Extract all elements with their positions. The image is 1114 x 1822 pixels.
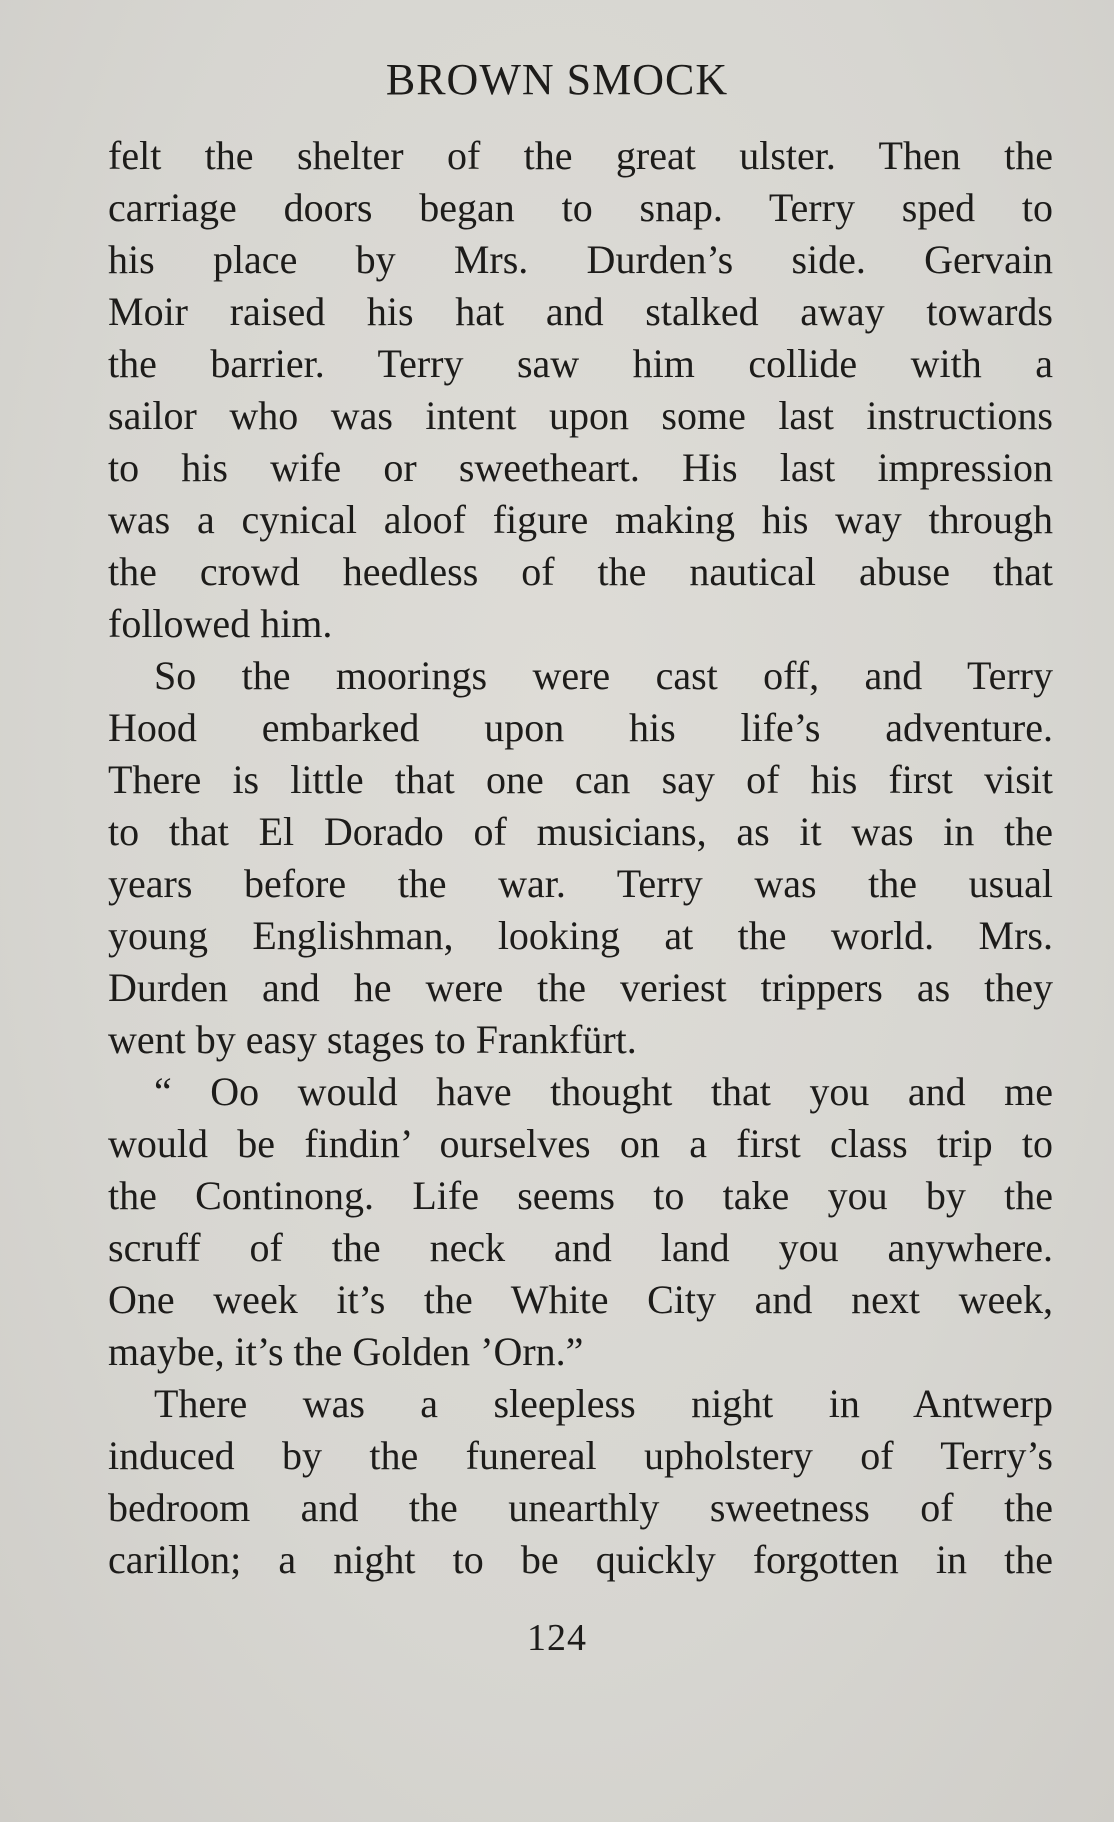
text-line: One week it’s the White City and next week,: [108, 1277, 1053, 1322]
text-line: the barrier. Terry saw him collide with a: [108, 341, 1053, 386]
text-line: induced by the funereal upholstery of Terry’s: [108, 1433, 1053, 1478]
text-line: scruff of the neck and land you anywhere.: [108, 1225, 1053, 1270]
text-line: carillon; a night to be quickly forgotten in the: [108, 1537, 1053, 1582]
text-line: sailor who was intent upon some last instructions: [108, 393, 1053, 438]
paragraph-first-line: There was a sleepless night in Antwerp: [154, 1381, 1053, 1426]
text-line: his place by Mrs. Durden’s side. Gervain: [108, 237, 1053, 282]
text-line: carriage doors began to snap. Terry sped to: [108, 185, 1053, 230]
text-line: followed him.: [108, 601, 333, 646]
text-line: years before the war. Terry was the usual: [108, 861, 1053, 906]
paragraph-first-line: “ Oo would have thought that you and me: [154, 1069, 1053, 1114]
text-line: Hood embarked upon his life’s adventure.: [108, 705, 1053, 750]
text-line: young Englishman, looking at the world. Mrs.: [108, 913, 1053, 958]
text-line: bedroom and the unearthly sweetness of the: [108, 1485, 1053, 1530]
text-line: to that El Dorado of musicians, as it was in the: [108, 809, 1053, 854]
text-line: was a cynical aloof figure making his way through: [108, 497, 1053, 542]
text-line: maybe, it’s the Golden ’Orn.”: [108, 1329, 584, 1374]
paragraph-first-line: So the moorings were cast off, and Terry: [154, 653, 1053, 698]
running-head: BROWN SMOCK: [385, 55, 729, 104]
body-text: [108, 130, 1053, 1586]
text-line: Moir raised his hat and stalked away towards: [108, 289, 1053, 334]
text-line: would be findin’ ourselves on a first class trip to: [108, 1121, 1053, 1166]
text-line: went by easy stages to Frankfürt.: [108, 1017, 637, 1062]
page-number: 124: [527, 1617, 587, 1659]
text-line: the Continong. Life seems to take you by the: [108, 1173, 1053, 1218]
text-line: Durden and he were the veriest trippers as they: [108, 965, 1053, 1010]
text-line: felt the shelter of the great ulster. Then the: [108, 133, 1053, 178]
text-line: the crowd heedless of the nautical abuse that: [108, 549, 1053, 594]
text-line: There is little that one can say of his first visit: [108, 757, 1053, 802]
text-line: to his wife or sweetheart. His last impression: [108, 445, 1053, 490]
